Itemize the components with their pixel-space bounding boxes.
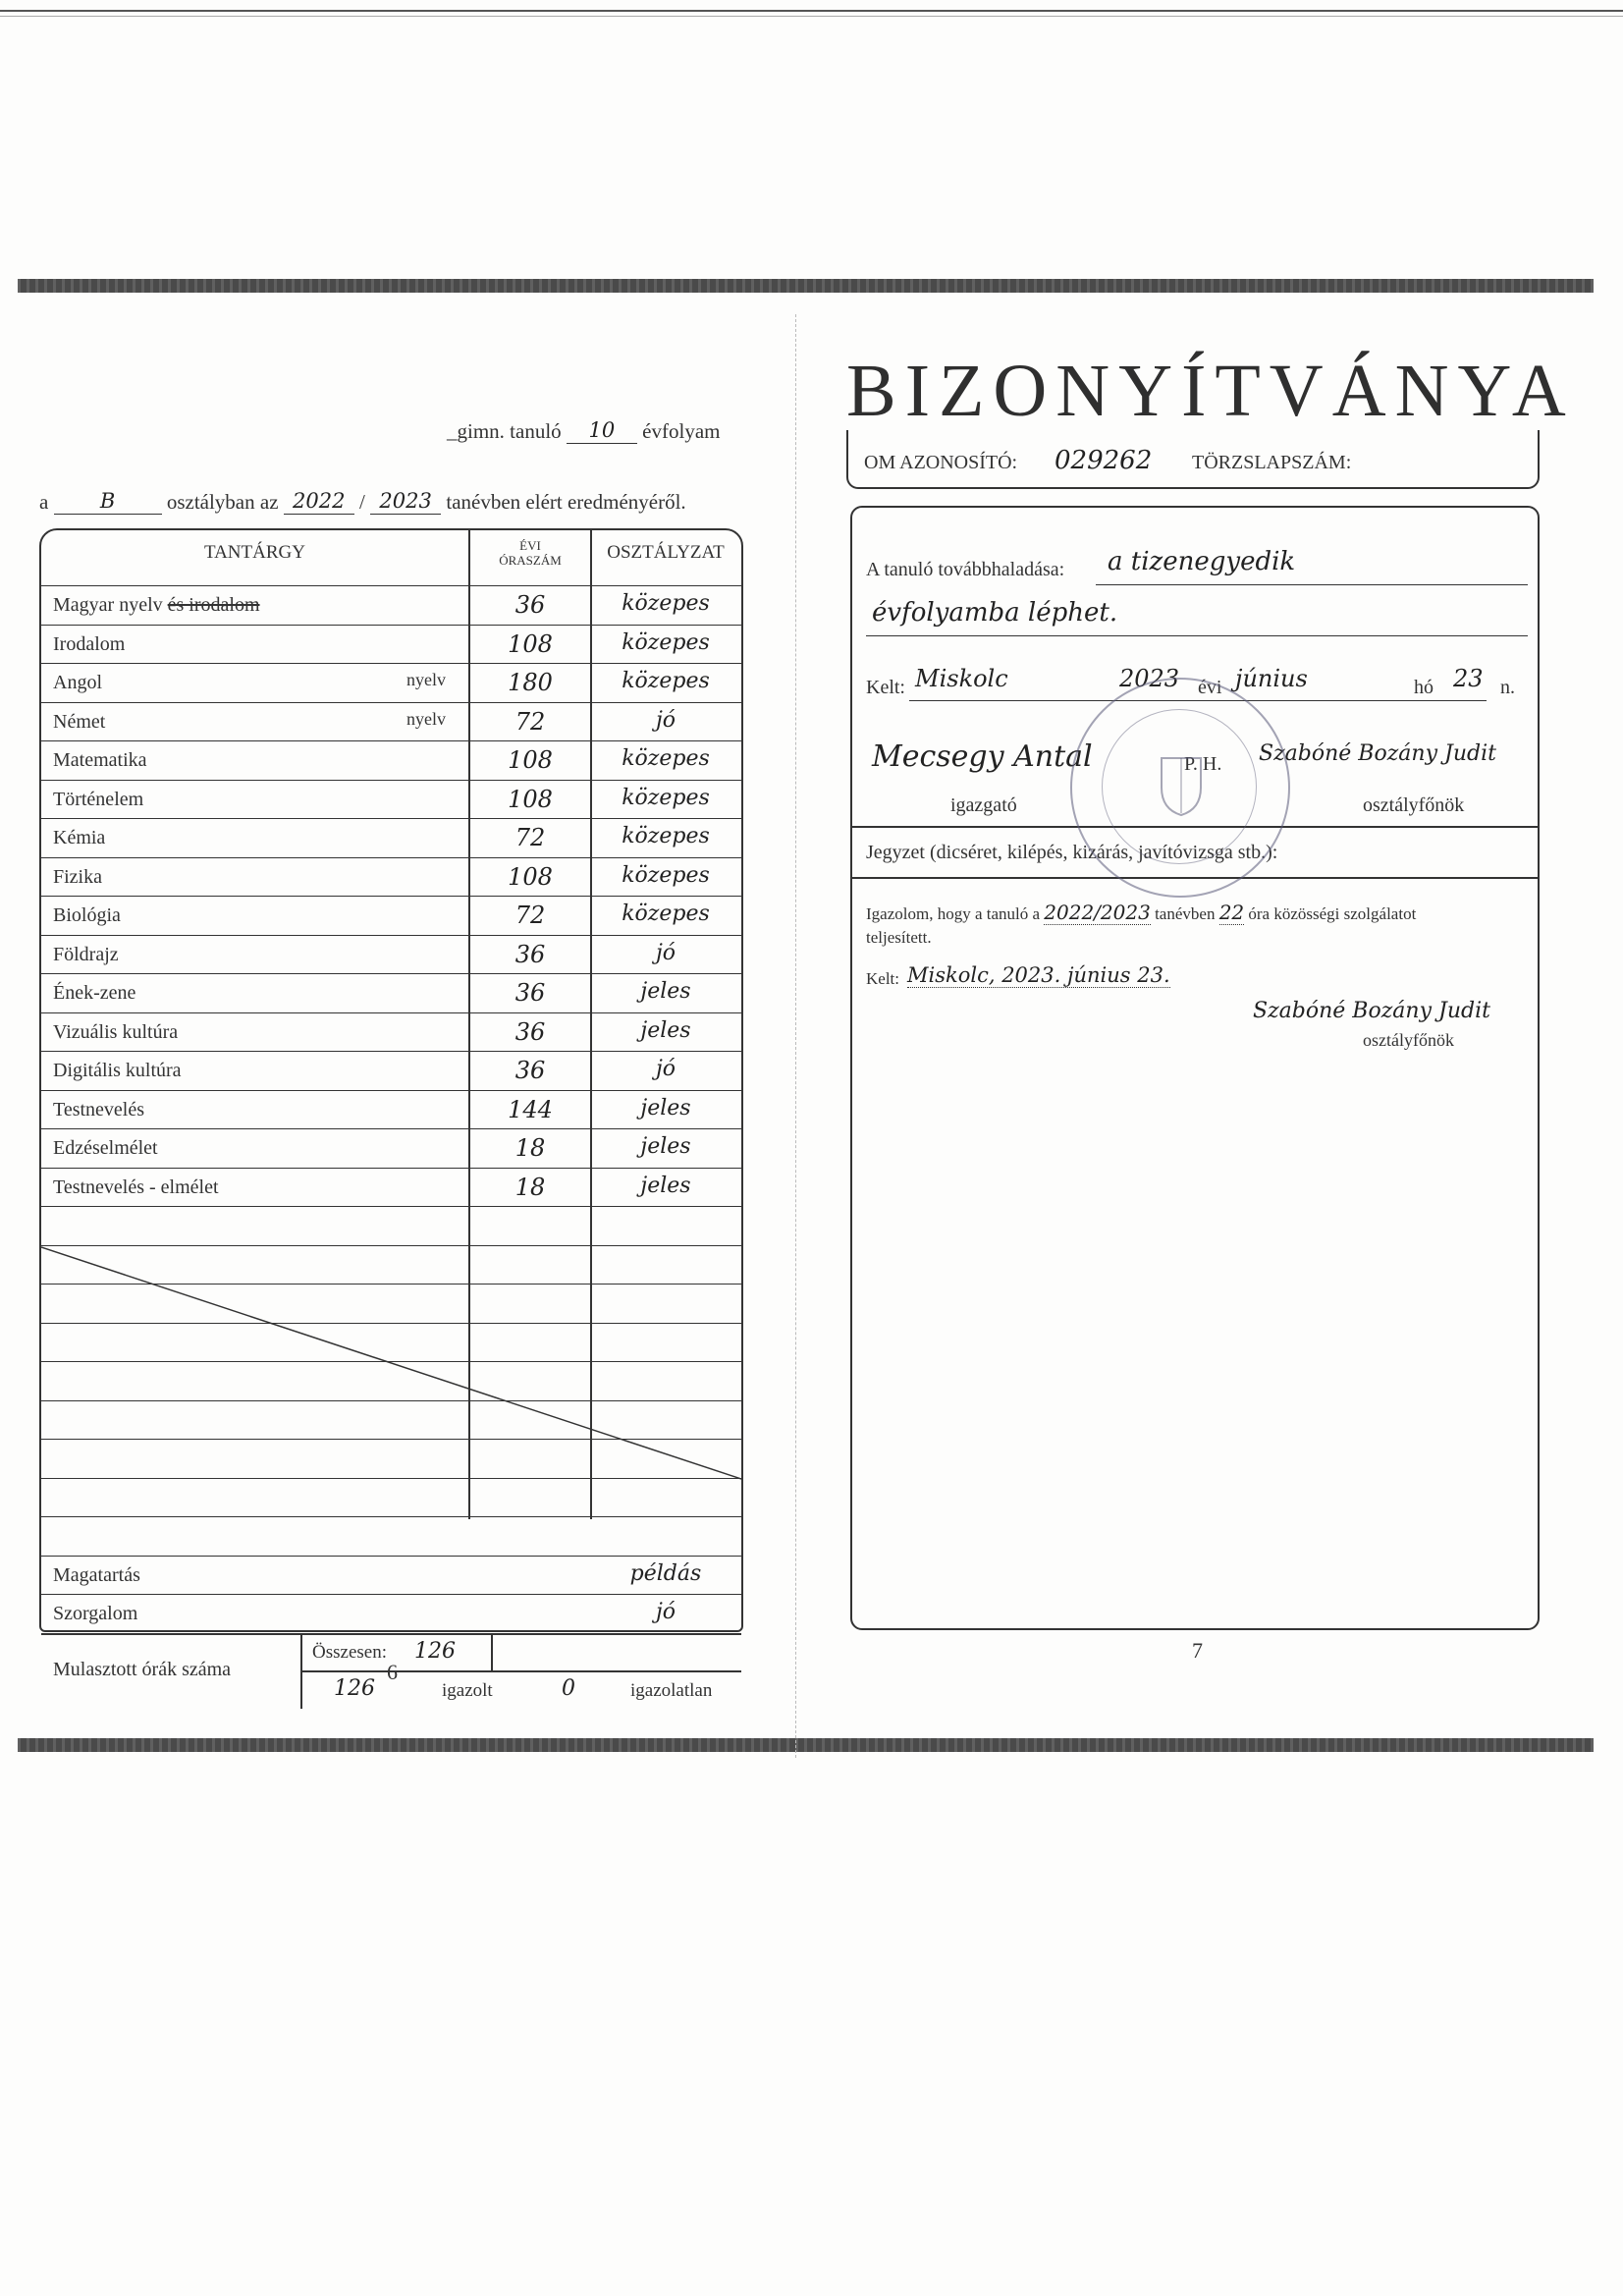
school-seal-stamp: [1070, 678, 1290, 898]
absences-label: Mulasztott órák száma: [53, 1658, 232, 1680]
grade-value: jeles: [640, 979, 691, 1004]
document-title: BIZONYÍTVÁNYA: [846, 350, 1575, 432]
subject-name: Matematika: [53, 749, 147, 771]
annual-hours: 18: [514, 1173, 546, 1201]
grade-value: közepes: [622, 591, 710, 616]
subject-name: Testnevelés: [53, 1098, 145, 1121]
header-grade: OSZTÁLYZAT: [607, 542, 725, 563]
behavior-grade: példás: [629, 1560, 702, 1586]
grade-value: jeles: [640, 1134, 691, 1159]
grade-value: közepes: [622, 746, 710, 771]
grade-value: közepes: [622, 669, 710, 693]
grade-value: közepes: [622, 785, 710, 810]
issue-place: Miskolc: [915, 665, 1008, 692]
certificate-box: A tanuló továbbhaladása: a tizenegyedik évfolyamba léphet. Kelt: Miskolc 2023 évi június hó 23 n. Mecsegy Antal P. H. Szabóné Bozány Judit igazgató osztályfőnök Jegyzet (dicséret, kilépés, kizárás, javítóvizsga stb.): Igazolom, hogy a tanuló a 2022/2023 tanévben 22 óra közösségi szolgálatot teljesített. Kelt: Miskolc, 2023. június 23. Szabóné Bozány Judit osztályfőnök: [850, 506, 1540, 1630]
absences-excused: 126: [334, 1675, 375, 1701]
subject-name: Történelem: [53, 788, 144, 810]
progress-label: A tanuló továbbhaladása:: [866, 559, 1065, 580]
grades-table: [39, 528, 743, 1701]
teacher-label: osztályfőnök: [1363, 794, 1465, 816]
director-label: igazgató: [950, 794, 1017, 816]
annual-hours: 108: [508, 862, 553, 891]
annual-hours: 144: [508, 1095, 553, 1123]
annual-hours: 72: [514, 902, 546, 929]
year-to: 2023: [370, 488, 441, 515]
seal-label: P. H.: [1184, 753, 1222, 775]
grade-level-line: _gimn. tanuló 10 évfolyam: [447, 418, 721, 443]
issue-year: 2023: [1119, 665, 1180, 692]
class-letter: B: [54, 488, 162, 515]
progress-value-2: évfolyamba léphet.: [872, 598, 1118, 628]
issue-day: 23: [1453, 665, 1484, 692]
diligence-label: Szorgalom: [53, 1603, 138, 1624]
header-hours: ÉVI ÓRASZÁM: [499, 538, 562, 568]
behavior-label: Magatartás: [53, 1563, 140, 1586]
grade-value: jeles: [640, 1095, 691, 1121]
grade-value: jó: [655, 1057, 676, 1081]
grade-level-value: 10: [567, 417, 637, 444]
subject-name: Fizika: [53, 865, 102, 888]
grade-value: jeles: [640, 1173, 691, 1198]
language-suffix: nyelv: [406, 670, 446, 689]
class-year-line: a B osztályban az 2022 / 2023 tanévben elért eredményéről.: [39, 489, 686, 514]
scan-top-edge: [0, 10, 1623, 12]
subject-name: Edzéselmélet: [53, 1137, 158, 1159]
grade-value: jó: [655, 940, 676, 965]
subject-name: Német: [53, 710, 106, 733]
year-from: 2022: [284, 488, 354, 515]
issue-month: június: [1235, 665, 1308, 692]
grade-value: közepes: [622, 629, 710, 655]
annual-hours: 36: [514, 940, 546, 968]
notes-label: Jegyzet (dicséret, kilépés, kizárás, javítóvizsga stb.):: [866, 842, 1278, 863]
annual-hours: 36: [514, 591, 546, 619]
page-spine: [795, 314, 796, 1758]
grade-value: jeles: [640, 1017, 691, 1043]
annual-hours: 108: [508, 746, 553, 774]
teacher-signature: Szabóné Bozány Judit: [1259, 741, 1496, 766]
annual-hours: 180: [508, 669, 553, 696]
scan-top-edge-shadow: [0, 16, 1623, 17]
annual-hours: 108: [508, 629, 553, 658]
subject-name: Magyar nyelv és irodalom: [53, 594, 260, 616]
page-number-right: 7: [1192, 1638, 1203, 1663]
cancel-diagonal-line: [41, 530, 741, 1630]
bottom-binding-band: [18, 1738, 1594, 1752]
subject-name: Biológia: [53, 904, 121, 926]
community-service-date: Miskolc, 2023. június 23.: [907, 963, 1170, 987]
grade-value: közepes: [622, 824, 710, 848]
annual-hours: 72: [514, 707, 546, 736]
subject-name: Ének-zene: [53, 982, 136, 1004]
absences-unexcused: 0: [562, 1675, 575, 1701]
annual-hours: 36: [514, 1017, 546, 1046]
subject-name: Digitális kultúra: [53, 1060, 182, 1081]
absences-total: 126: [414, 1638, 456, 1664]
header-subject: TANTÁRGY: [204, 542, 305, 563]
community-service-line: Igazolom, hogy a tanuló a 2022/2023 tanévben 22 óra közösségi szolgálatot: [866, 901, 1417, 924]
absences-block: Mulasztott órák száma Összesen: 126 126 igazolt 0 igazolatlan: [41, 1633, 741, 1709]
grade-value: közepes: [622, 902, 710, 926]
subject-name: Testnevelés - elmélet: [53, 1175, 219, 1198]
subject-name: Angol: [53, 672, 102, 693]
progress-value-1: a tizenegyedik: [1108, 547, 1296, 576]
annual-hours: 36: [514, 1057, 546, 1084]
subject-name: Kémia: [53, 827, 106, 848]
annual-hours: 72: [514, 824, 546, 851]
community-service-signature: Szabóné Bozány Judit: [1253, 999, 1490, 1023]
grade-value: közepes: [622, 862, 710, 888]
subject-name: Vizuális kultúra: [53, 1020, 179, 1043]
top-binding-band: [18, 279, 1594, 293]
director-signature: Mecsegy Antal: [872, 739, 1093, 774]
subject-name: Földrajz: [53, 943, 119, 965]
annual-hours: 108: [508, 785, 553, 813]
om-id-value: 029262: [1055, 446, 1153, 475]
om-id-box: OM AZONOSÍTÓ: 029262 TÖRZSLAPSZÁM:: [846, 430, 1540, 489]
annual-hours: 18: [514, 1134, 546, 1162]
language-suffix: nyelv: [406, 708, 446, 729]
grade-value: jó: [655, 707, 676, 733]
page-number-left: 6: [387, 1660, 398, 1684]
annual-hours: 36: [514, 979, 546, 1007]
diligence-grade: jó: [655, 1600, 676, 1624]
subject-name: Irodalom: [53, 632, 126, 655]
